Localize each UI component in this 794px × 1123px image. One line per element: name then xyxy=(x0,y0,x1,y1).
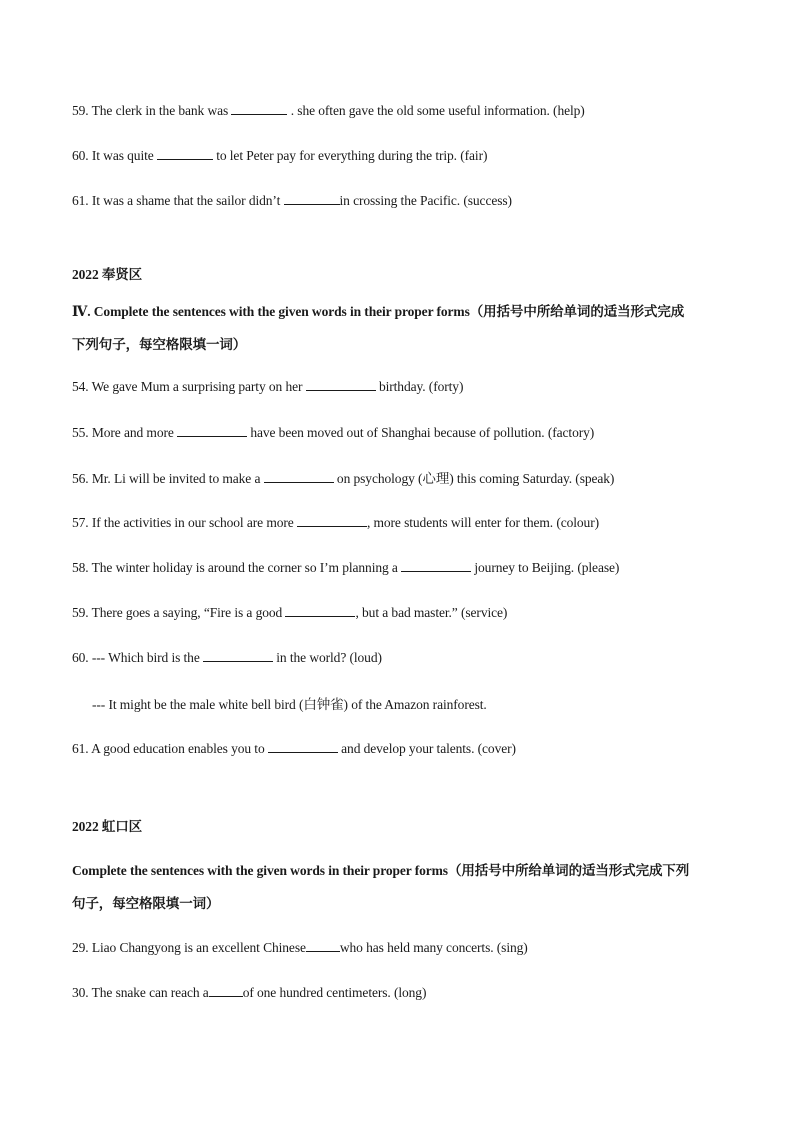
question-61-b xyxy=(72,740,516,758)
answer-blank xyxy=(231,102,287,115)
question-text: 30. The snake can reach a xyxy=(72,985,209,1000)
question-56 xyxy=(72,470,614,488)
section-heading-hongkou: 2022 虹口区 xyxy=(72,819,143,834)
question-text: on psychology (心理) this coming Saturday. (speak) xyxy=(333,471,615,486)
question-text: . she often gave the old some useful information. (help) xyxy=(287,103,585,118)
section-instruction-cont: 句子，每空格限填一词） xyxy=(72,896,220,911)
question-59-a xyxy=(72,102,585,120)
question-text: in crossing the Pacific. (success) xyxy=(339,193,512,208)
question-text: to let Peter pay for everything during the trip. (fair) xyxy=(212,148,488,163)
question-text: 56. Mr. Li will be invited to make a xyxy=(72,471,264,486)
question-text: , more students will enter for them. (colour) xyxy=(366,515,599,530)
question-text: 57. If the activities in our school are more xyxy=(72,515,297,530)
answer-blank xyxy=(209,984,243,997)
question-text: journey to Beijing. (please) xyxy=(471,560,620,575)
answer-blank xyxy=(268,740,338,753)
question-55 xyxy=(72,424,594,442)
question-text: 61. A good education enables you to xyxy=(72,741,268,756)
question-59-b xyxy=(72,604,507,622)
question-text: 60. --- Which bird is the xyxy=(72,650,203,665)
answer-blank xyxy=(157,147,213,160)
question-61-a xyxy=(72,192,512,210)
question-60-b xyxy=(72,649,382,667)
question-57 xyxy=(72,514,599,532)
answer-blank xyxy=(177,424,247,437)
answer-blank xyxy=(284,192,340,205)
question-text: 54. We gave Mum a surprising party on her xyxy=(72,379,306,394)
answer-blank xyxy=(264,470,334,483)
question-text: 29. Liao Changyong is an excellent Chinese xyxy=(72,940,306,955)
question-text: 59. There goes a saying, “Fire is a good xyxy=(72,605,286,620)
answer-blank xyxy=(401,559,471,572)
question-text: 59. The clerk in the bank was xyxy=(72,103,232,118)
question-text: of one hundred centimeters. (long) xyxy=(242,985,427,1000)
answer-blank xyxy=(285,604,355,617)
question-60-b-answer-line: --- It might be the male white bell bird (白钟雀) of the Amazon rainforest. xyxy=(92,697,487,712)
question-60-a xyxy=(72,147,487,165)
question-text: and develop your talents. (cover) xyxy=(337,741,516,756)
question-text: birthday. (forty) xyxy=(375,379,464,394)
question-text: , but a bad master.” (service) xyxy=(355,605,508,620)
question-text: 55. More and more xyxy=(72,425,178,440)
answer-blank xyxy=(306,939,340,952)
question-text: in the world? (loud) xyxy=(273,650,382,665)
answer-blank xyxy=(203,649,273,662)
question-text: 61. It was a shame that the sailor didn’t xyxy=(72,193,284,208)
answer-blank xyxy=(297,514,367,527)
question-54 xyxy=(72,378,463,396)
question-text: 58. The winter holiday is around the corner so I’m planning a xyxy=(72,560,402,575)
answer-blank xyxy=(306,378,376,391)
section-instruction: Ⅳ. Complete the sentences with the given words in their proper forms（用括号中所给单词的适当形式完成 xyxy=(72,304,685,319)
section-heading-fengxian: 2022 奉贤区 xyxy=(72,267,143,282)
question-29 xyxy=(72,939,528,957)
question-text: 60. It was quite xyxy=(72,148,157,163)
question-text: have been moved out of Shanghai because of pollution. (factory) xyxy=(247,425,595,440)
question-58 xyxy=(72,559,619,577)
section-instruction-cont: 下列句子，每空格限填一词） xyxy=(72,337,247,352)
section-instruction: Complete the sentences with the given words in their proper forms（用括号中所给单词的适当形式完成下列 xyxy=(72,863,690,878)
question-30 xyxy=(72,984,426,1002)
question-text: who has held many concerts. (sing) xyxy=(339,940,528,955)
